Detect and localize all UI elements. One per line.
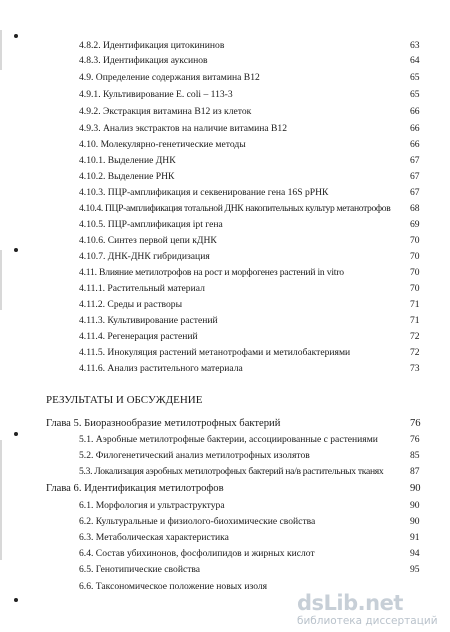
binder-hole-mark	[14, 34, 18, 38]
toc-entry-page: 73	[410, 363, 420, 374]
toc-entry-page: 90	[410, 483, 421, 494]
binder-hole-mark	[14, 432, 18, 436]
toc-entry-title: 4.8.3. Идентификация ауксинов	[79, 55, 208, 66]
toc-entry-title: 5.3. Локализация аэробных метилотрофных бактерий на/в растительных тканях	[79, 466, 384, 477]
toc-entry-page: 63	[410, 40, 420, 51]
toc-entry-page: 65	[410, 72, 420, 83]
toc-entry-page: 66	[410, 106, 420, 117]
binder-hole-mark	[14, 598, 18, 602]
watermark-logo: dsLib.net	[297, 591, 403, 615]
toc-entry-page: 70	[410, 267, 420, 278]
toc-entry-page: 69	[410, 219, 420, 230]
toc-entry-page: 76	[410, 434, 420, 445]
scan-edge	[0, 440, 2, 560]
watermark-subtitle: библиотека диссертаций	[297, 615, 438, 627]
toc-entry-title: 4.11.1. Растительный материал	[79, 283, 205, 294]
toc-entry-page: 76	[410, 418, 421, 429]
toc-entry-page: 94	[410, 548, 420, 559]
toc-entry-page: 68	[410, 203, 420, 214]
toc-entry-title: 4.9.1. Культивирование E. coli – 113-3	[79, 89, 233, 100]
toc-entry-title: 4.11. Влияние метилотрофов на рост и морфогенез растений in vitro	[79, 267, 344, 278]
toc-entry-page: 85	[410, 450, 420, 461]
toc-entry-title: 4.10. Молекулярно-генетические методы	[79, 139, 246, 150]
toc-entry-title: 4.10.4. ПЦР-амплификация тотальной ДНК накопительных культур метанотрофов	[79, 203, 391, 214]
section-heading: РЕЗУЛЬТАТЫ И ОБСУЖДЕНИЕ	[46, 394, 203, 406]
toc-entry-title: 4.11.3. Культивирование растений	[79, 315, 218, 326]
toc-entry-page: 72	[410, 331, 420, 342]
toc-entry-title: 6.3. Метаболическая характеристика	[79, 532, 229, 543]
toc-entry-title: 6.6. Таксономическое положение новых изоля	[79, 581, 268, 592]
toc-entry-page: 65	[410, 89, 420, 100]
toc-entry-page: 87	[410, 466, 420, 477]
toc-entry-title: 4.10.5. ПЦР-амплификация ipt гена	[79, 219, 223, 230]
binder-hole-mark	[14, 248, 18, 252]
toc-entry-page: 67	[410, 171, 420, 182]
toc-entry-title: 4.8.2. Идентификация цитокининов	[79, 40, 225, 51]
toc-entry-title: 4.10.3. ПЦР-амплификация и секвенирование гена 16S рРНК	[79, 187, 329, 198]
toc-entry-title: 4.10.7. ДНК-ДНК гибридизация	[79, 251, 210, 262]
toc-entry-title: 4.10.2. Выделение РНК	[79, 171, 175, 182]
watermark	[297, 591, 447, 629]
toc-entry-title: 4.11.4. Регенерация растений	[79, 331, 198, 342]
toc-entry-title: 4.11.5. Инокуляция растений метанотрофами и метилобактериями	[79, 347, 351, 358]
toc-entry-page: 70	[410, 283, 420, 294]
toc-entry-page: 64	[410, 55, 420, 66]
toc-entry-title: 6.2. Культуральные и физиолого-биохимические свойства	[79, 516, 316, 527]
toc-entry-title: 4.9.2. Экстракция витамина B12 из клеток	[79, 106, 252, 117]
toc-entry-page: 66	[410, 139, 420, 150]
toc-entry-title: 5.1. Аэробные метилотрофные бактерии, ассоциированные с растениями	[79, 434, 378, 445]
toc-entry-page: 91	[410, 532, 420, 543]
toc-entry-page: 90	[410, 516, 420, 527]
toc-entry-page: 71	[410, 315, 420, 326]
toc-entry-page: 72	[410, 347, 420, 358]
toc-entry-page: 71	[410, 299, 420, 310]
toc-entry-page: 70	[410, 235, 420, 246]
toc-entry-title: 4.11.2. Среды и растворы	[79, 299, 183, 310]
toc-entry-page: 70	[410, 251, 420, 262]
scan-edge	[0, 30, 2, 70]
toc-entry-page: 67	[410, 187, 420, 198]
toc-entry-title: 6.5. Генотипические свойства	[79, 564, 201, 575]
toc-entry-page: 95	[410, 564, 420, 575]
toc-entry-title: Глава 5. Биоразнообразие метилотрофных бактерий	[46, 418, 281, 429]
toc-entry-page: 66	[410, 123, 420, 134]
toc-entry-title: 6.1. Морфология и ультраструктура	[79, 500, 225, 511]
toc-entry-title: 4.10.1. Выделение ДНК	[79, 155, 176, 166]
toc-entry-title: 4.9. Определение содержания витамина B12	[79, 72, 260, 83]
toc-entry-title: Глава 6. Идентификация метилотрофов	[46, 483, 224, 494]
toc-entry-title: 4.10.6. Синтез первой цепи кДНК	[79, 235, 217, 246]
scan-edge	[0, 250, 2, 310]
toc-entry-page: 67	[410, 155, 420, 166]
toc-entry-title: 4.11.6. Анализ растительного материала	[79, 363, 243, 374]
toc-entry-page: 90	[410, 500, 420, 511]
toc-entry-title: 6.4. Состав убихинонов, фосфолипидов и жирных кислот	[79, 548, 315, 559]
toc-entry-title: 4.9.3. Анализ экстрактов на наличие витамина B12	[79, 123, 288, 134]
toc-entry-title: 5.2. Филогенетический анализ метилотрофных изолятов	[79, 450, 310, 461]
